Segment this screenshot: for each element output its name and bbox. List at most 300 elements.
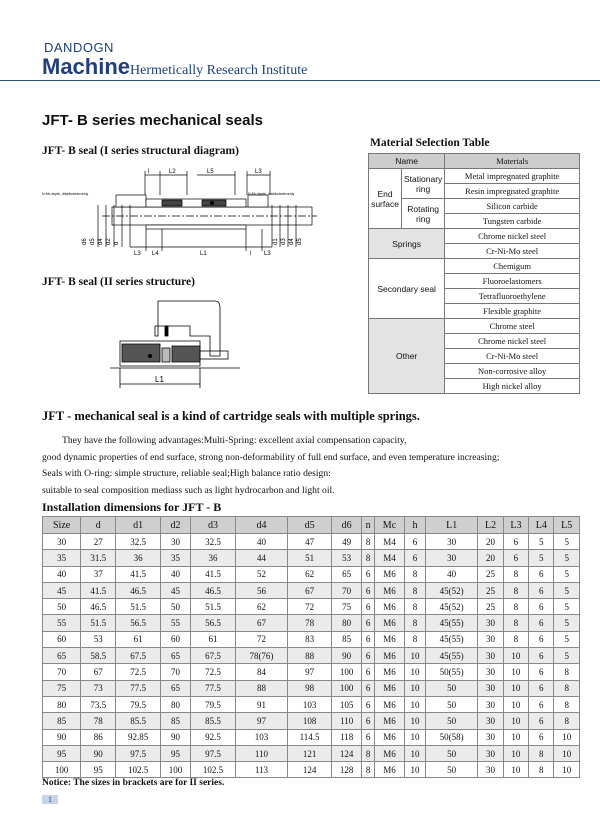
header-divider (0, 80, 600, 81)
table-cell: 75 (43, 680, 81, 696)
table-cell: M6 (374, 729, 404, 745)
dim-d4-label: d4 (98, 238, 104, 245)
table-cell: 8 (529, 745, 554, 761)
installation-title: Installation dimensions for JFT - B (42, 500, 222, 514)
table-cell: 85 (331, 631, 361, 647)
table-row (43, 713, 580, 729)
table-row (43, 566, 580, 582)
table-cell: 30 (478, 680, 503, 696)
table-cell: 36 (191, 550, 236, 566)
table-cell: 105 (331, 696, 361, 712)
table-cell: 6 (362, 615, 375, 631)
table-cell: 46.5 (116, 582, 161, 598)
dim-d5r-label: d5 (297, 238, 303, 245)
note-left: N-Mc depth, distributedevenly (42, 192, 89, 196)
table-cell: 30 (478, 729, 503, 745)
table-cell: 10 (554, 762, 580, 778)
material-cell: Chrome steel (445, 319, 580, 334)
table-cell: 50(58) (425, 729, 477, 745)
table-row (43, 648, 580, 664)
table-cell: M6 (374, 745, 404, 761)
table-cell: 65 (331, 566, 361, 582)
table-cell: 30 (478, 745, 503, 761)
dim-d4r-label: d4 (289, 238, 295, 245)
table-cell: 6 (362, 680, 375, 696)
paragraph-line: Seals with O-ring: simple structure, reliable seal;High balance ratio design: (42, 468, 331, 479)
table-cell: 8 (362, 745, 375, 761)
table-cell: 10 (405, 664, 426, 680)
column-header: Mc (374, 517, 404, 534)
table-cell: 60 (43, 631, 81, 647)
table-cell: 72 (288, 599, 332, 615)
column-header: d2 (160, 517, 190, 534)
material-cell: Cr-Ni-Mo steel (445, 349, 580, 364)
table-cell: 5 (529, 550, 554, 566)
table-cell: 73 (81, 680, 116, 696)
table-cell: 52 (235, 566, 287, 582)
table-cell: 90 (81, 745, 116, 761)
table-cell: 10 (405, 680, 426, 696)
table-cell: 79.5 (116, 696, 161, 712)
table-cell: 67.5 (191, 648, 236, 664)
column-header: L2 (478, 517, 503, 534)
column-header: d4 (235, 517, 287, 534)
table-cell: 51.5 (81, 615, 116, 631)
table-cell: 6 (529, 582, 554, 598)
table-cell: M6 (374, 713, 404, 729)
dim-L1-label: L1 (200, 251, 207, 257)
table-cell: 5 (554, 648, 580, 664)
diagram1-title: JFT- B seal (I series structural diagram) (42, 145, 239, 157)
table-cell: 77.5 (116, 680, 161, 696)
other-label: Other (369, 319, 445, 394)
table-cell: 6 (529, 566, 554, 582)
table-cell: 36 (116, 550, 161, 566)
table-cell: 102.5 (191, 762, 236, 778)
column-header: L5 (554, 517, 580, 534)
table-cell: 103 (235, 729, 287, 745)
table-cell: 6 (405, 550, 426, 566)
paragraph-line: suitable to seal composition mediass such as light hydrocarbon and light oil. (42, 484, 335, 496)
table-cell: 20 (478, 534, 503, 550)
table-cell: 95 (160, 745, 190, 761)
table-cell: 62 (235, 599, 287, 615)
table-cell: 40 (235, 534, 287, 550)
table-cell: 6 (529, 615, 554, 631)
table-cell: 41.5 (116, 566, 161, 582)
table-cell: 37 (81, 566, 116, 582)
page-title: JFT- B series mechanical seals (42, 112, 263, 129)
table-cell: 50 (425, 762, 477, 778)
table-cell: 90 (331, 648, 361, 664)
table-cell: 45(52) (425, 582, 477, 598)
notice-text: Notice: The sizes in brackets are for II series. (42, 778, 225, 788)
table-cell: 90 (43, 729, 81, 745)
dim-l5-label: L5 (207, 169, 214, 175)
table-cell: M6 (374, 582, 404, 598)
table-cell: 50(55) (425, 664, 477, 680)
table-cell: 95 (43, 745, 81, 761)
table-cell: 25 (478, 566, 503, 582)
material-cell: High nickel alloy (445, 379, 580, 394)
table-cell: 30 (43, 534, 81, 550)
table-cell: 84 (235, 664, 287, 680)
table-cell: 8 (503, 566, 528, 582)
dim-L3-label: L3 (134, 251, 141, 257)
table-cell: 67 (235, 615, 287, 631)
dim-L4-label: L4 (152, 251, 159, 257)
table-cell: M4 (374, 550, 404, 566)
table-cell: 50 (160, 599, 190, 615)
material-cell: Chemigum (445, 259, 580, 274)
table-cell: 6 (362, 729, 375, 745)
table-cell: 47 (288, 534, 332, 550)
table-cell: 50 (43, 599, 81, 615)
table-cell: 6 (503, 534, 528, 550)
table-cell: 100 (160, 762, 190, 778)
table-cell: 27 (81, 534, 116, 550)
table-cell: 25 (478, 582, 503, 598)
table-cell: 65 (160, 648, 190, 664)
table-cell: M6 (374, 566, 404, 582)
table-cell: 95 (81, 762, 116, 778)
table-cell: 5 (554, 615, 580, 631)
table-cell: 6 (529, 729, 554, 745)
table-cell: 53 (331, 550, 361, 566)
brand-title (42, 54, 307, 80)
table-cell: M6 (374, 664, 404, 680)
table-cell: 6 (362, 664, 375, 680)
table-cell: 79.5 (191, 696, 236, 712)
table-cell: 6 (529, 696, 554, 712)
paragraph-line: They have the following advantages:Multi-Spring: excellent axial compensation capacity, (62, 435, 407, 446)
description-paragraph (42, 433, 587, 499)
seal-ii-series-diagram (100, 296, 250, 396)
table-cell: 8 (362, 762, 375, 778)
table-cell: 35 (160, 550, 190, 566)
table-cell: 61 (116, 631, 161, 647)
table-cell: 6 (362, 631, 375, 647)
table-cell: 8 (405, 566, 426, 582)
table-cell: 86 (81, 729, 116, 745)
end-surface-label: End surface (369, 169, 402, 229)
table-cell: 78 (288, 615, 332, 631)
table-cell: M6 (374, 599, 404, 615)
table-cell: 30 (478, 615, 503, 631)
table-cell: 25 (478, 599, 503, 615)
table-cell: 88 (235, 680, 287, 696)
section-title: JFT - mechanical seal is a kind of cartridge seals with multiple springs. (42, 409, 420, 423)
table-cell: 85 (43, 713, 81, 729)
stationary-ring-label: Stationary ring (402, 169, 445, 199)
table-cell: 49 (331, 534, 361, 550)
table-cell: 6 (362, 599, 375, 615)
table-cell: 85.5 (116, 713, 161, 729)
rotating-ring-label: Rotating ring (402, 199, 445, 229)
material-header-materials: Materials (445, 154, 580, 169)
table-row (43, 762, 580, 778)
table-cell: 40 (160, 566, 190, 582)
table-row (43, 599, 580, 615)
table-cell: 40 (425, 566, 477, 582)
table-cell: 30 (478, 664, 503, 680)
table-cell: M6 (374, 696, 404, 712)
table-cell: 124 (331, 745, 361, 761)
table-cell: 80 (331, 615, 361, 631)
material-cell: Chrome nickel steel (445, 334, 580, 349)
dim-l-bottom-label: l (250, 251, 252, 257)
table-cell: 10 (554, 745, 580, 761)
table-cell: 78(76) (235, 648, 287, 664)
table-cell: 8 (405, 582, 426, 598)
table-cell: 6 (529, 664, 554, 680)
table-cell: 5 (554, 582, 580, 598)
table-cell: 10 (405, 745, 426, 761)
table-cell: 6 (529, 648, 554, 664)
dim-d5-label: d5 (90, 238, 96, 245)
table-cell: 10 (503, 745, 528, 761)
table-cell: 45(55) (425, 631, 477, 647)
table-cell: 100 (331, 680, 361, 696)
table-cell: M6 (374, 680, 404, 696)
dim-l3-top-label: L3 (255, 169, 262, 175)
table-cell: 6 (362, 696, 375, 712)
table-cell: 8 (405, 615, 426, 631)
table-cell: 30 (478, 713, 503, 729)
table-cell: 91 (235, 696, 287, 712)
table-cell: 30 (425, 550, 477, 566)
table-cell: 10 (503, 664, 528, 680)
table-cell: 85 (160, 713, 190, 729)
table-cell: M6 (374, 762, 404, 778)
material-cell: Tetrafluoroethylene (445, 289, 580, 304)
dim-d2-label: d2 (106, 238, 112, 245)
material-cell: Chrome nickel steel (445, 229, 580, 244)
table-cell: 30 (160, 534, 190, 550)
table-cell: 97 (235, 713, 287, 729)
dim-L3-bottom-label: L3 (264, 251, 271, 257)
seal-structural-diagram (42, 165, 317, 257)
column-header: n (362, 517, 375, 534)
table-cell: 32.5 (191, 534, 236, 550)
table-cell: 8 (405, 599, 426, 615)
table-cell: 40 (43, 566, 81, 582)
table-cell: 10 (503, 762, 528, 778)
table-cell: 5 (554, 631, 580, 647)
table-cell: 78 (81, 713, 116, 729)
dim-L1-ii-label: L1 (155, 375, 164, 384)
table-cell: 10 (405, 696, 426, 712)
table-cell: 8 (362, 550, 375, 566)
table-cell: 8 (503, 582, 528, 598)
table-cell: 70 (160, 664, 190, 680)
table-cell: 58.5 (81, 648, 116, 664)
table-cell: 30 (478, 631, 503, 647)
column-header: L1 (425, 517, 477, 534)
material-cell: Tungsten carbide (445, 214, 580, 229)
table-cell: 10 (554, 729, 580, 745)
table-cell: 30 (478, 696, 503, 712)
table-row (43, 550, 580, 566)
material-header-name: Name (369, 154, 445, 169)
table-cell: 67.5 (116, 648, 161, 664)
table-cell: 10 (405, 713, 426, 729)
table-cell: 8 (554, 713, 580, 729)
table-cell: 51 (288, 550, 332, 566)
table-cell: 77.5 (191, 680, 236, 696)
table-cell: 5 (554, 550, 580, 566)
table-cell: 75 (331, 599, 361, 615)
table-cell: 97.5 (116, 745, 161, 761)
table-row (43, 729, 580, 745)
column-header: h (405, 517, 426, 534)
table-cell: 92.5 (191, 729, 236, 745)
column-header: d1 (116, 517, 161, 534)
table-row (43, 631, 580, 647)
table-cell: 56.5 (191, 615, 236, 631)
table-cell: 102.5 (116, 762, 161, 778)
table-cell: 44 (235, 550, 287, 566)
table-cell: 118 (331, 729, 361, 745)
table-cell: 50 (425, 696, 477, 712)
column-header: d (81, 517, 116, 534)
table-cell: 50 (425, 745, 477, 761)
table-cell: 53 (81, 631, 116, 647)
table-cell: 41.5 (81, 582, 116, 598)
material-cell: Non-corrosive alloy (445, 364, 580, 379)
table-cell: 70 (43, 664, 81, 680)
brand-institute: Hermetically Research Institute (130, 63, 308, 78)
table-cell: 30 (478, 762, 503, 778)
table-cell: 60 (160, 631, 190, 647)
table-cell: 30 (425, 534, 477, 550)
table-cell: 65 (43, 648, 81, 664)
material-cell: Flexible graphite (445, 304, 580, 319)
dim-d-label: d (114, 241, 120, 245)
table-cell: 72.5 (191, 664, 236, 680)
table-cell: 73.5 (81, 696, 116, 712)
table-cell: 10 (405, 648, 426, 664)
table-cell: 56 (235, 582, 287, 598)
table-cell: 103 (288, 696, 332, 712)
table-cell: 10 (405, 762, 426, 778)
dim-l2-label: L2 (169, 169, 176, 175)
page-number: 1 (42, 795, 58, 804)
table-cell: 8 (503, 599, 528, 615)
table-cell: 50 (425, 680, 477, 696)
table-cell: M6 (374, 631, 404, 647)
column-header: Size (43, 517, 81, 534)
table-cell: 45(55) (425, 648, 477, 664)
table-cell: 6 (362, 566, 375, 582)
table-cell: 6 (529, 631, 554, 647)
table-cell: 8 (529, 762, 554, 778)
table-cell: 45 (160, 582, 190, 598)
table-cell: 113 (235, 762, 287, 778)
table-cell: 32.5 (116, 534, 161, 550)
table-cell: 80 (43, 696, 81, 712)
table-cell: 83 (288, 631, 332, 647)
table-cell: 92.85 (116, 729, 161, 745)
table-cell: 10 (405, 729, 426, 745)
table-cell: 10 (503, 729, 528, 745)
table-cell: 62 (288, 566, 332, 582)
table-cell: 5 (554, 599, 580, 615)
table-cell: 6 (362, 582, 375, 598)
table-cell: 10 (503, 648, 528, 664)
dim-d1-label: d1 (273, 238, 279, 245)
column-header: d3 (191, 517, 236, 534)
table-cell: 56.5 (116, 615, 161, 631)
table-cell: 100 (331, 664, 361, 680)
table-cell: 45(55) (425, 615, 477, 631)
table-cell: 51.5 (191, 599, 236, 615)
table-cell: 10 (503, 696, 528, 712)
dim-l-label: l (148, 169, 150, 175)
secondary-seal-label: Secondary seal (369, 259, 445, 319)
table-cell: 46.5 (81, 599, 116, 615)
table-row (43, 582, 580, 598)
table-cell: 55 (43, 615, 81, 631)
note-right: N-Mc depth, distributedevenly (248, 192, 295, 196)
table-cell: 30 (478, 648, 503, 664)
table-cell: 8 (405, 631, 426, 647)
table-cell: 65 (160, 680, 190, 696)
material-cell: Silicon carbide (445, 199, 580, 214)
table-cell: 8 (554, 664, 580, 680)
table-cell: 98 (288, 680, 332, 696)
column-header: d5 (288, 517, 332, 534)
installation-dimensions-table (42, 516, 580, 778)
table-cell: M6 (374, 615, 404, 631)
column-header: L4 (529, 517, 554, 534)
table-cell: 6 (529, 599, 554, 615)
table-cell: 85.5 (191, 713, 236, 729)
table-cell: 72.5 (116, 664, 161, 680)
springs-label: Springs (369, 229, 445, 259)
table-cell: 5 (529, 534, 554, 550)
table-cell: 97 (288, 664, 332, 680)
table-cell: 6 (529, 680, 554, 696)
table-cell: 124 (288, 762, 332, 778)
table-cell: 8 (554, 680, 580, 696)
table-cell: 72 (235, 631, 287, 647)
table-cell: 70 (331, 582, 361, 598)
table-cell: 108 (288, 713, 332, 729)
table-cell: 121 (288, 745, 332, 761)
material-cell: Fluoroelastomers (445, 274, 580, 289)
table-cell: 10 (503, 680, 528, 696)
table-cell: 128 (331, 762, 361, 778)
table-cell: 67 (288, 582, 332, 598)
table-cell: 8 (503, 631, 528, 647)
table-row (43, 745, 580, 761)
material-cell: Cr-Ni-Mo steel (445, 244, 580, 259)
table-cell: M6 (374, 648, 404, 664)
table-cell: 8 (554, 696, 580, 712)
table-cell: 90 (160, 729, 190, 745)
material-table-title: Material Selection Table (370, 137, 490, 149)
table-cell: 5 (554, 534, 580, 550)
table-cell: 100 (43, 762, 81, 778)
table-cell: 110 (235, 745, 287, 761)
column-header: d6 (331, 517, 361, 534)
table-cell: 114.5 (288, 729, 332, 745)
table-cell: 41.5 (191, 566, 236, 582)
material-cell: Resin impregnated graphite (445, 184, 580, 199)
column-header: L3 (503, 517, 528, 534)
table-cell: 88 (288, 648, 332, 664)
